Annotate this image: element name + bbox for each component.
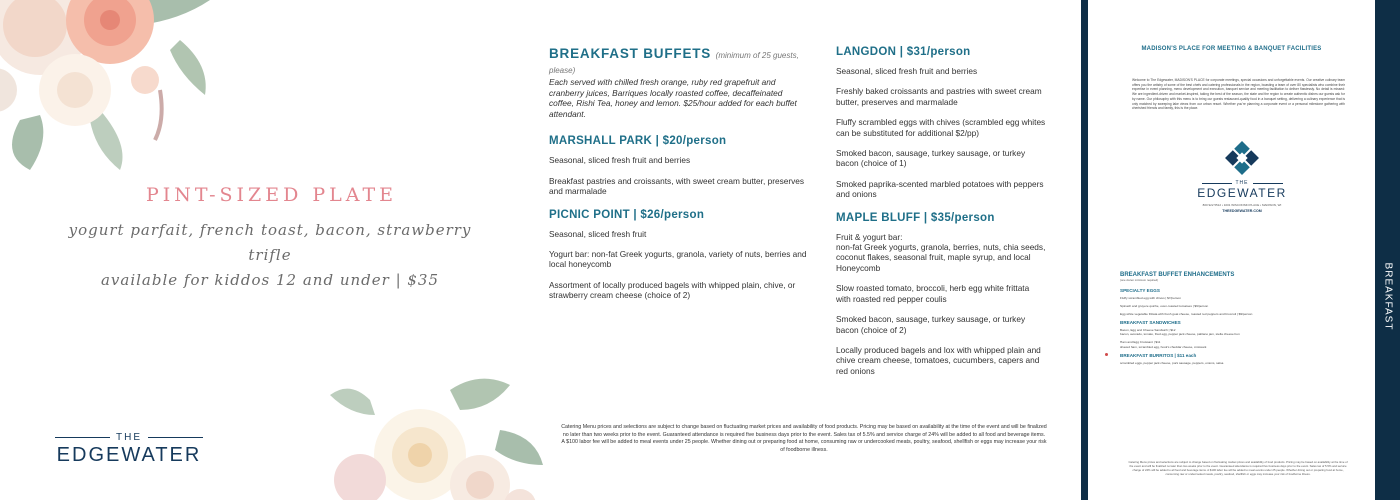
breakfast-menu-panel <box>543 0 1081 500</box>
specialty-eggs-title: SPECIALTY EGGS <box>1120 288 1160 293</box>
cover-logo-name: EDGEWATER <box>1197 186 1287 200</box>
picnic-point-section <box>549 209 807 301</box>
kids-plate-price: available for kiddos 12 and under | $35 <box>100 271 440 289</box>
burritos-title: BREAKFAST BURRITOS | $11 each <box>1120 352 1197 358</box>
cover-panel <box>1081 0 1400 500</box>
menu-item: Locally produced bagels and lox with whipped plain and chive cream cheese, tomatoes, cucumbers, capers and red onions <box>836 344 1041 376</box>
sandwiches-title: BREAKFAST SANDWICHES <box>1120 320 1181 326</box>
menu-item: Seasonal, sliced fresh fruit and berries <box>549 155 691 166</box>
maple-bluff-section <box>836 212 1046 376</box>
menu-item: Assortment of locally produced bagels with whipped plain, chive, or strawberry cream cheese (choice of 2) <box>549 279 796 301</box>
enhancement-item: Ham and Egg Croissant | $11 shaved ham, scrambled egg, hook's cheddar cheese, croissant <box>1120 340 1207 349</box>
diamond-logo-icon <box>1224 140 1260 176</box>
cover-heading: MADISON'S PLACE FOR MEETING & BANQUET FACILITIES <box>1141 46 1322 52</box>
menu-item: Seasonal, sliced fresh fruit <box>549 228 647 239</box>
enhancement-item: scrambled eggs, pepper jack cheese, pork sausage, peppers, onions, salsa <box>1120 360 1224 365</box>
cover-page <box>1088 0 1375 500</box>
kids-plate-description <box>60 218 480 293</box>
marshall-park-section <box>549 135 807 196</box>
logo-name: EDGEWATER <box>56 444 202 466</box>
breakfast-buffets-heading <box>549 46 807 76</box>
breakfast-buffets-title: BREAKFAST BUFFETS <box>549 46 712 61</box>
cover-website: THEEDGEWATER.COM <box>1222 209 1262 213</box>
cover-logo <box>1188 140 1296 213</box>
kids-plate-title: PINT-SIZED PLATE <box>145 184 398 206</box>
breakfast-tab-label: BREAKFAST <box>1382 262 1394 330</box>
menu-item: Yogurt bar: non-fat Greek yogurts, granola, variety of nuts, berries and local honeycomb <box>549 249 807 270</box>
enhancement-item: Fluffy scrambled egg with chives | $7/person <box>1120 296 1181 300</box>
enhancement-item: Spinach and gruyere quiche, oven-roasted tomatoes | $9/person <box>1120 304 1209 309</box>
langdon-section <box>836 46 1046 200</box>
cover-logo-the: THE <box>1235 180 1249 186</box>
bullet-dot <box>1105 353 1108 356</box>
logo-rule-right <box>1253 183 1283 184</box>
cover-intro: Welcome to The Edgewater, MADISON'S PLACE for corporate meetings, special occasions and unforgettable events. Our creative culinary team offers you the artistry of some of the best chefs and catering professionals in the region, boasting a team of over 80 specialists who combine their expertise in event planning, menu development and execution, banquet service and meeting facilitation to deliver flawlessly. No detail is missed: We are ingredient-driven and market-inspired, taking the best of the season, the state and the region to create authentic dishes our guests ask for by name. Our philosophy with this menu is to bring our guests restaurant-quality food in a banquet setting, delivering a culinary experience that is only matched by sweeping lake views from our urban resort. Whether you're planning a corporate event or a personal milestone gathering with cherished friends and family, this is the place. <box>1132 78 1345 111</box>
floral-decoration-top-left <box>0 0 220 170</box>
enhancements-section <box>1120 272 1280 369</box>
cover-address: 800 922 5512 • 1001 WISCONSIN PLACE • MADISON, WI <box>1202 203 1282 207</box>
menu-footnote: Catering Menu prices and selections are subject to change based on fluctuating market prices and availability of food products. Pricing may be based on availability at the time of the event and will be finalized no later than two weeks prior to the event. Guaranteed attendance is required five business days prior to the event. Sales tax of 5.5% and service charge of 24% will be added to all food and beverage items. A $100 labor fee will be added to meal events under 25 people. Whether dining out or preparing food at home, consuming raw or undercooked meats, poultry, seafood, shellfish or eggs may increase your risk of foodborne illness. <box>561 424 1047 453</box>
breakfast-buffets-section <box>549 46 807 119</box>
logo-rule-right <box>148 437 203 438</box>
cover-footnote: Catering Menu prices and selections are subject to change based on fluctuating market prices and availability of food products. Pricing may be based on availability at the time of the event and will be finalized no later than two weeks prior to the event. Guaranteed attendance is required five business days prior to the event. Sales tax of 5.5% and service charge of 24% will be added to all food and beverage items. A $100 labor fee will be added to meal events under 25 people. Whether dining out or preparing food at home, consuming raw or undercooked meats, poultry, seafood, shellfish or eggs may increase your risk of foodborne illness. <box>1128 460 1348 476</box>
menu-item: Smoked bacon, sausage, turkey sausage, or turkey bacon (choice of 2) <box>836 314 1026 335</box>
maple-bluff-title: MAPLE BLUFF | $35/person <box>836 211 995 224</box>
menu-item: Fruit & yogurt bar: non-fat Greek yogurts, granola, berries, nuts, chia seeds, coconut flakes, seasonal fruit, maple syrup, and local Honeycomb <box>836 231 1046 273</box>
edgewater-logo <box>55 432 203 467</box>
floral-decoration-bottom-right <box>330 370 543 500</box>
menu-item: Smoked bacon, sausage, turkey sausage, or turkey bacon (choice of 1) <box>836 148 1026 169</box>
enhancements-subtitle: (one dozen minimum required) <box>1120 278 1159 282</box>
breakfast-buffets-minimum: (minimum of 25 guests, please) <box>549 51 799 75</box>
menu-item: Breakfast pastries and croissants, with sweet cream butter, preserves and marmalade <box>549 175 805 197</box>
picnic-point-title: PICNIC POINT | $26/person <box>549 208 705 221</box>
kids-plate-items: yogurt parfait, french toast, bacon, strawberry trifle <box>68 221 472 264</box>
enhancement-item: Bacon, Egg and Cheese Sandwich | $12 bacon, avocado, tomato, fried egg, pepper jack cheese, pablano jam, stella cheese bun <box>1120 328 1240 337</box>
marshall-park-title: MARSHALL PARK | $20/person <box>549 135 727 148</box>
logo-rule-left <box>1202 183 1232 184</box>
breakfast-side-tab <box>1376 253 1400 339</box>
menu-item: Freshly baked croissants and pastries with sweet cream butter, preserves and marmalade <box>836 86 1042 107</box>
breakfast-buffets-intro: Each served with chilled fresh orange, ruby red grapefruit and cranberry juices, Barriques locally roasted coffee, decaffeinated coffee, Rishi Tea, honey and lemon. $25/hour added for each buffet attendant. <box>549 77 797 119</box>
menu-column-left <box>549 46 807 313</box>
langdon-title: LANGDON | $31/person <box>836 46 971 58</box>
menu-item: Smoked paprika-scented marbled potatoes with peppers and onions <box>836 178 1044 200</box>
menu-item: Slow roasted tomato, broccoli, herb egg white frittata with roasted red pepper coulis <box>836 283 1030 304</box>
enhancements-title: BREAKFAST BUFFET ENHANCEMENTS <box>1120 272 1235 278</box>
menu-item: Fluffy scrambled eggs with chives (scrambled egg whites can be substituted for additional $2/pp) <box>836 117 1046 138</box>
menu-column-right <box>836 46 1046 388</box>
menu-item: Seasonal, sliced fresh fruit and berries <box>836 66 978 76</box>
logo-rule-left <box>55 437 110 438</box>
kids-menu-panel <box>0 0 543 500</box>
logo-the: THE <box>116 432 142 443</box>
enhancement-item: Egg white vegetable frittata with fresh goat cheese, roasted red peppers and broccoli | $9/person <box>1120 312 1253 317</box>
